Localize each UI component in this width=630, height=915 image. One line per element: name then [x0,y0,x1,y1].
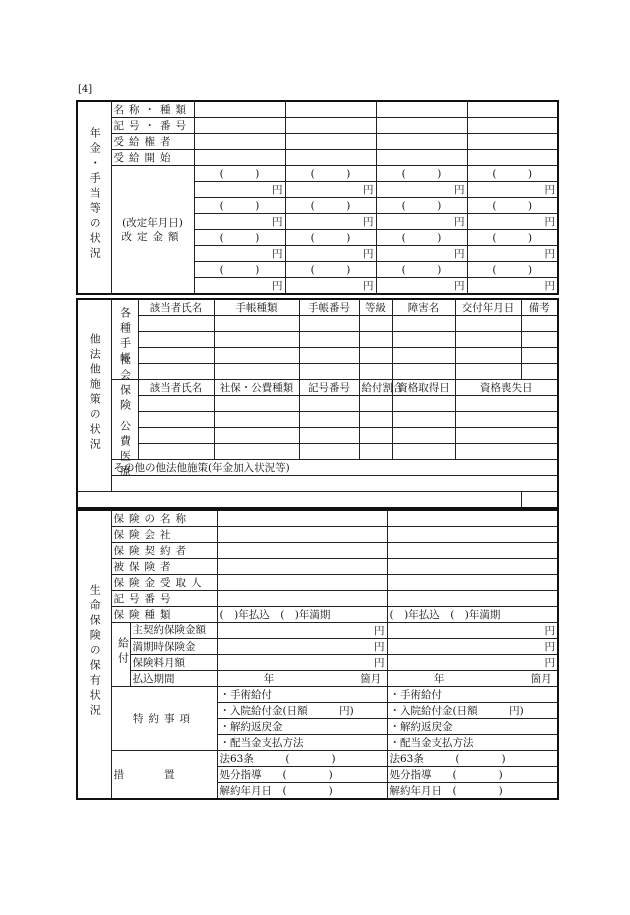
input-cell[interactable] [455,332,521,348]
input-cell[interactable] [521,316,558,332]
input-cell[interactable] [138,412,214,428]
column-header: 給付割合 [359,380,392,396]
input-cell[interactable] [217,510,387,527]
input-cell[interactable] [467,101,558,118]
input-cell[interactable] [359,396,392,412]
measure-item[interactable]: 解約年月日 ( ) [387,783,558,800]
input-cell[interactable] [299,396,359,412]
input-cell[interactable] [194,150,285,166]
date-cell[interactable]: ( ) [376,230,467,246]
type-cell[interactable]: ( )年払込 ( )年満期 [387,607,558,623]
input-cell[interactable] [467,118,558,134]
input-cell[interactable] [455,348,521,364]
special-item[interactable]: ・配当金支払方法 [387,735,558,751]
special-item[interactable]: ・手術給付 [217,687,387,703]
row-label: 保険の名称 [111,510,217,527]
period-cell[interactable] [387,671,558,687]
amount-cell[interactable]: 円 [285,214,376,230]
input-cell[interactable] [521,332,558,348]
amount-cell[interactable]: 円 [217,639,387,655]
row-label: 記号・番号 [111,118,194,134]
input-cell[interactable] [299,348,359,364]
date-cell[interactable]: ( ) [467,198,558,214]
input-cell[interactable] [214,364,299,380]
amount-cell[interactable]: 円 [194,278,285,295]
date-cell[interactable]: ( ) [194,262,285,278]
input-cell[interactable] [214,348,299,364]
amount-cell[interactable]: 円 [467,214,558,230]
row-label: 保険会社 [111,527,217,543]
measure-item[interactable]: 解約年月日 ( ) [217,783,387,800]
date-cell[interactable]: ( ) [467,166,558,182]
input-cell[interactable] [392,364,455,380]
row-label: 名称・種類 [111,101,194,118]
input-cell[interactable] [285,150,376,166]
amount-cell[interactable]: 円 [387,655,558,671]
amount-cell[interactable]: 円 [217,623,387,639]
row-label: 受給権者 [111,134,194,150]
input-cell[interactable] [467,150,558,166]
input-cell[interactable] [387,527,558,543]
input-cell[interactable] [217,575,387,591]
date-cell[interactable]: ( ) [376,198,467,214]
measure-item[interactable]: 法63条 ( ) [217,751,387,767]
input-cell[interactable] [392,348,455,364]
amount-cell[interactable]: 円 [387,623,558,639]
input-cell[interactable] [359,348,392,364]
row-label: 保険金受取人 [111,575,217,591]
measure-label: 措置 [111,751,217,800]
amount-cell[interactable]: 円 [285,182,376,198]
special-item[interactable]: ・手術給付 [387,687,558,703]
input-cell[interactable] [138,396,214,412]
input-cell[interactable] [387,559,558,575]
amount-cell[interactable]: 円 [376,182,467,198]
revision-label [111,166,194,295]
life-insurance-table [76,509,559,800]
input-cell[interactable] [194,101,285,118]
row-label: 保険種類 [111,607,217,623]
amount-cell[interactable]: 円 [194,214,285,230]
row-label: 記号番号 [111,591,217,607]
input-cell[interactable] [111,476,558,492]
input-cell[interactable] [214,396,299,412]
input-cell[interactable] [392,444,455,460]
pension-title: 年金・手当等の状況 [88,127,102,262]
input-cell[interactable] [217,543,387,559]
amount-cell[interactable]: 円 [376,246,467,262]
input-cell[interactable] [359,428,392,444]
amount-cell[interactable]: 円 [467,182,558,198]
special-item[interactable]: ・解約返戻金 [387,719,558,735]
pension-section-title [77,101,111,294]
handbook-label: 各種手帳 [118,306,132,367]
column-header: 手帳番号 [299,299,359,316]
row-label: 受給開始 [111,150,194,166]
input-cell[interactable] [217,591,387,607]
row-label: 満期時保険金 [130,639,217,655]
input-cell[interactable] [455,412,558,428]
input-cell[interactable] [387,543,558,559]
column-header: 手帳種類 [214,299,299,316]
special-item[interactable]: ・配当金支払方法 [217,735,387,751]
input-cell[interactable] [521,364,558,380]
amount-cell[interactable]: 円 [194,182,285,198]
row-label: 払込期間 [130,671,217,687]
year-label: 年 [433,672,445,685]
input-cell[interactable] [138,332,214,348]
input-cell[interactable] [376,101,467,118]
row-label: 被保険者 [111,559,217,575]
input-cell[interactable] [387,575,558,591]
column-header: 資格喪失日 [455,380,558,396]
date-cell[interactable]: ( ) [467,262,558,278]
input-cell[interactable] [455,428,558,444]
input-cell[interactable] [77,492,521,509]
input-cell[interactable] [285,101,376,118]
date-cell[interactable]: ( ) [285,230,376,246]
revision-amount-label: 改定金額 [121,230,184,243]
input-cell[interactable] [455,364,521,380]
amount-cell[interactable]: 円 [467,246,558,262]
input-cell[interactable] [194,134,285,150]
input-cell[interactable] [299,316,359,332]
input-cell[interactable] [387,591,558,607]
section-number: [4] [78,84,93,95]
column-header: 該当者氏名 [138,299,214,316]
input-cell[interactable] [138,348,214,364]
input-cell[interactable] [392,428,455,444]
life-section-title [77,510,111,799]
row-label: 主契約保険金額 [130,623,217,639]
input-cell[interactable] [376,134,467,150]
input-cell[interactable] [467,134,558,150]
special-label: 特約事項 [111,687,217,751]
input-cell[interactable] [455,444,558,460]
input-cell[interactable] [138,364,214,380]
column-header: 資格取得日 [392,380,455,396]
type-cell[interactable]: ( )年払込 ( )年満期 [217,607,387,623]
input-cell[interactable] [214,316,299,332]
input-cell[interactable] [299,332,359,348]
pension-table [76,100,559,295]
date-cell[interactable]: ( ) [285,262,376,278]
input-cell[interactable] [376,150,467,166]
input-cell[interactable] [376,118,467,134]
input-cell[interactable] [359,364,392,380]
row-label: 保険料月額 [130,655,217,671]
input-cell[interactable] [359,332,392,348]
measure-item[interactable]: 法63条 ( ) [387,751,558,767]
input-cell[interactable] [521,348,558,364]
date-cell[interactable]: ( ) [194,166,285,182]
input-cell[interactable] [194,118,285,134]
date-cell[interactable]: ( ) [285,166,376,182]
amount-cell[interactable]: 円 [285,246,376,262]
input-cell[interactable] [138,316,214,332]
input-cell[interactable] [359,316,392,332]
input-cell[interactable] [455,316,521,332]
benefit-label: 給付 [116,636,130,667]
date-cell[interactable]: ( ) [285,198,376,214]
input-cell[interactable] [299,428,359,444]
period-cell[interactable] [217,671,387,687]
input-cell[interactable] [392,412,455,428]
date-cell[interactable]: ( ) [376,262,467,278]
amount-cell[interactable]: 円 [217,655,387,671]
social-label: 社会保険 [118,353,132,414]
input-cell[interactable] [285,134,376,150]
input-cell[interactable] [359,444,392,460]
date-cell[interactable]: ( ) [376,166,467,182]
input-cell[interactable] [214,444,299,460]
input-cell[interactable] [359,412,392,428]
input-cell[interactable] [214,412,299,428]
date-cell[interactable]: ( ) [194,198,285,214]
input-cell[interactable] [138,428,214,444]
measure-item[interactable]: 処分指導 ( ) [217,767,387,783]
column-header: 交付年月日 [455,299,521,316]
special-item[interactable]: ・入院給付金(日額 円) [217,703,387,719]
input-cell[interactable] [387,510,558,527]
amount-cell[interactable]: 円 [387,639,558,655]
input-cell[interactable] [285,118,376,134]
amount-cell[interactable]: 円 [376,214,467,230]
revision-date-label: (改定年月日) [122,216,183,229]
special-item[interactable]: ・解約返戻金 [217,719,387,735]
amount-cell[interactable]: 円 [194,246,285,262]
input-cell[interactable] [299,444,359,460]
column-header: 社保・公費種類 [214,380,299,396]
column-header: 記号番号 [299,380,359,396]
input-cell[interactable] [217,527,387,543]
input-cell[interactable] [299,412,359,428]
date-cell[interactable]: ( ) [467,230,558,246]
input-cell[interactable] [455,396,558,412]
life-title: 生命保険の保有状況 [88,584,102,719]
input-cell[interactable] [392,332,455,348]
social-side [111,353,138,480]
other-title: 他法他施策の状況 [88,332,102,453]
months-label: 箇月 [360,672,382,685]
column-header: 備考 [521,299,558,316]
amount-cell[interactable]: 円 [376,278,467,295]
months-label: 箇月 [530,672,552,685]
input-cell[interactable] [214,332,299,348]
special-item[interactable]: ・入院給付金(日額 円) [387,703,558,719]
input-cell[interactable] [217,559,387,575]
column-header: 障害名 [392,299,455,316]
amount-cell[interactable]: 円 [285,278,376,295]
year-label: 年 [263,672,275,685]
input-cell[interactable] [392,316,455,332]
other-section-title [77,299,111,492]
benefit-side [111,623,130,687]
row-label: 保険契約者 [111,543,217,559]
amount-cell[interactable]: 円 [467,278,558,295]
input-cell[interactable] [138,444,214,460]
misc-label: その他の他法他施策(年金加入状況等) [111,460,558,476]
input-cell[interactable] [299,364,359,380]
measure-item[interactable]: 処分指導 ( ) [387,767,558,783]
input-cell[interactable] [392,396,455,412]
column-header: 該当者氏名 [138,380,214,396]
column-header: 等級 [359,299,392,316]
public-label: 公費医療 [118,419,132,480]
date-cell[interactable]: ( ) [194,230,285,246]
other-measures-table [76,298,559,509]
input-cell[interactable] [214,428,299,444]
